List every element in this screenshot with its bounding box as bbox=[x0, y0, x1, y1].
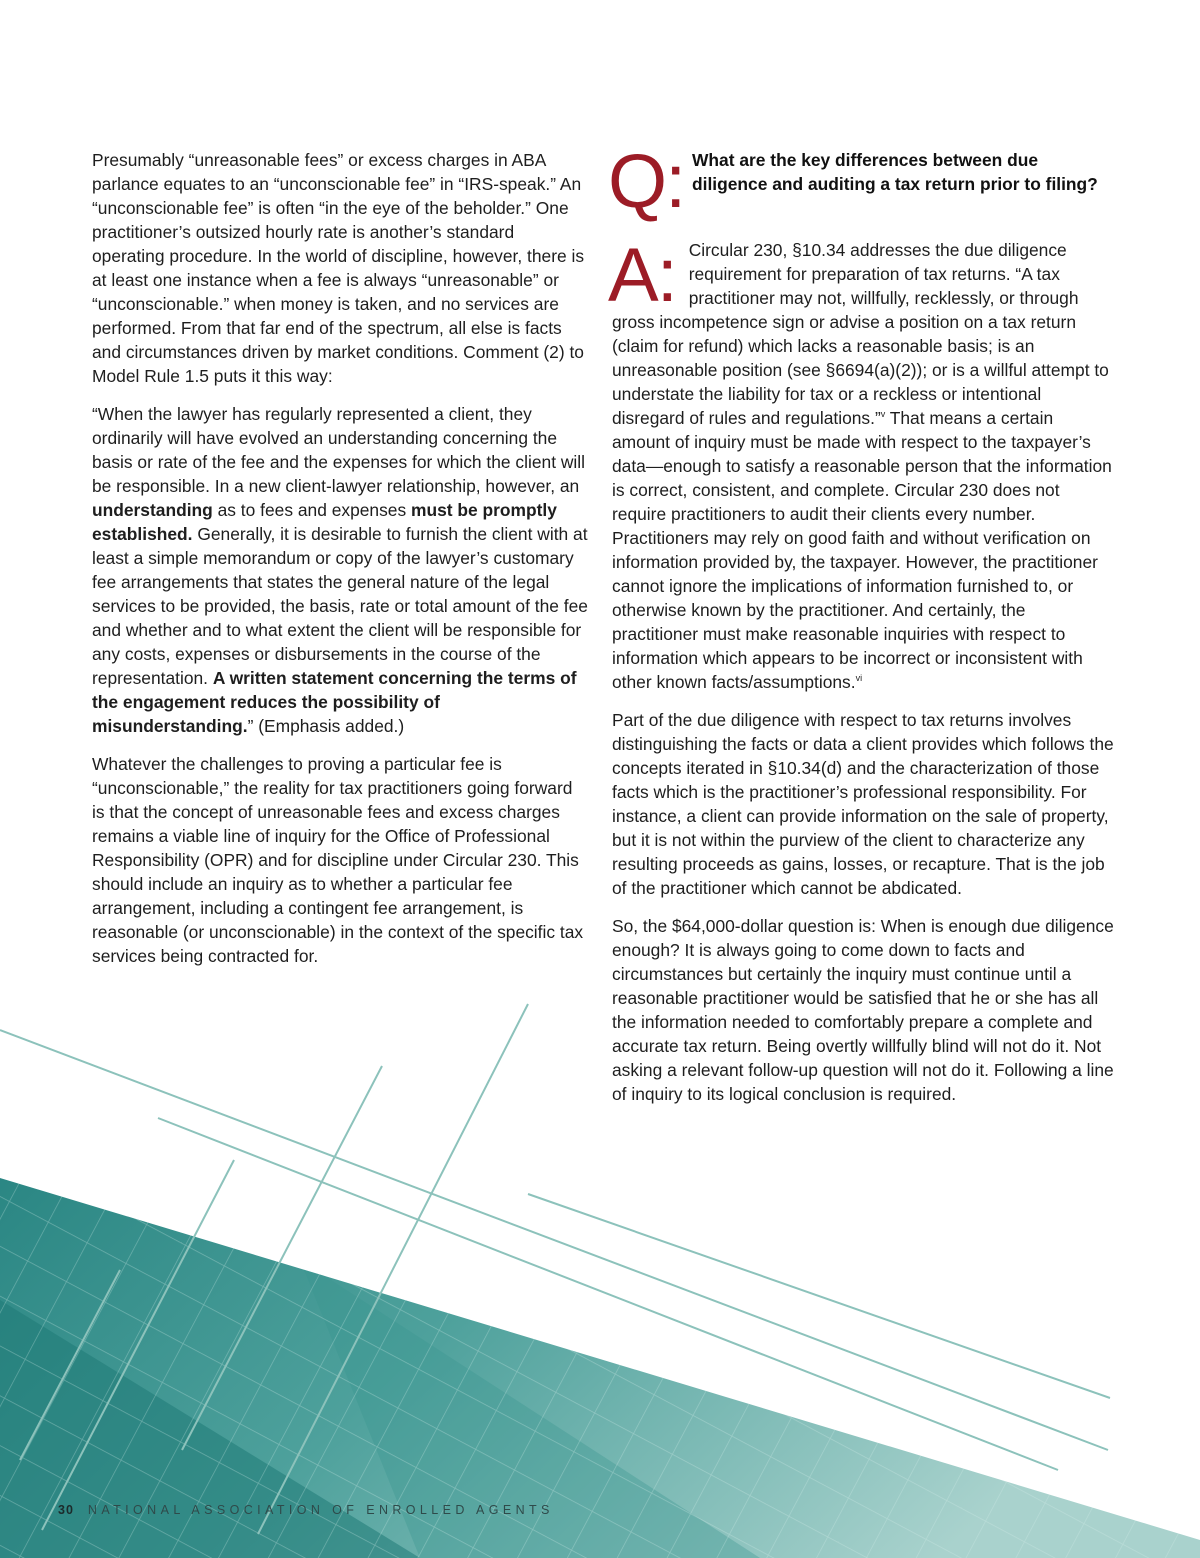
left-column bbox=[92, 148, 588, 982]
right-paragraph-2: Part of the due diligence with respect to tax returns involves distinguishing the facts or data a client provides which follows the concepts iterated in §10.34(d) and the characterization of those facts which is the practitioner’s professional responsibility. For instance, a client can provide information on the sale of property, but it is not within the purview of the client to characterize any resulting proceeds as gains, losses, or recapture. That is the job of the practitioner which cannot be abdicated. bbox=[612, 710, 1114, 898]
question-colon: : bbox=[665, 139, 685, 224]
answer-text: That means a certain amount of inquiry must be made with respect to the taxpayer’s data—enough to satisfy a reasonable person that the information is correct, consistent, and complete. Circular 230 does not require practitioners to audit their clients every number. Practitioners may rely on good faith and without verification on information provided by, the taxpayer. However, the practitioner cannot ignore the implications of information furnished to, or otherwise known by the practitioner. And certainly, the practitioner must make reasonable inquiries with respect to information which appears to be incorrect or inconsistent with other known facts/assumptions. bbox=[612, 408, 1112, 692]
question-letter: Q bbox=[608, 139, 666, 224]
left-paragraph-1: Presumably “unreasonable fees” or excess charges in ABA parlance equates to an “unconscionable fee” in “IRS-speak.” An “unconscionable fee” is often “in the eye of the beholder.” One practitioner’s outsized hourly rate is another’s standard operating procedure. In the world of discipline, however, there is at least one instance when a fee is always “unreasonable” or “unconscionable.” when money is taken, and no services are performed. From that far end of the spectrum, all else is facts and circumstances driven by market conditions. Comment (2) to Model Rule 1.5 puts it this way: bbox=[92, 150, 585, 386]
quote-emphasis: A written statement concerning the terms of the engagement reduces the possibility of misunderstanding. bbox=[92, 668, 577, 736]
footnote-ref: v bbox=[880, 409, 886, 420]
answer-marker bbox=[608, 233, 676, 318]
left-paragraph-2-quote bbox=[92, 402, 588, 738]
quote-emphasis: must be promptly established. bbox=[92, 500, 557, 544]
quote-text: ” (Emphasis added.) bbox=[247, 716, 405, 736]
quote-text: Generally, it is desirable to furnish the client with at least a simple memorandum or copy of the lawyer’s customary fee arrangements that states the general nature of the legal services to be provided, the basis, rate or total amount of the fee and whether and to what extent the client will be responsible for any costs, expenses or disbursements in the course of the representation. bbox=[92, 524, 588, 688]
page-number: 30 bbox=[58, 1503, 74, 1517]
quote-text: as to fees and expenses bbox=[212, 500, 411, 520]
answer-colon: : bbox=[656, 233, 676, 318]
question-text: What are the key differences between due diligence and auditing a tax return prior to filing? bbox=[692, 150, 1098, 194]
left-paragraph-3: Whatever the challenges to proving a particular fee is “unconscionable,” the reality for tax practitioners going forward is that the concept of unreasonable fees and excess charges remains a viable line of inquiry for the Office of Professional Responsibility (OPR) and for discipline under Circular 230. This should include an inquiry as to whether a particular fee arrangement, including a contingent fee arrangement, is reasonable (or unconscionable) in the context of the specific tax services being contracted for. bbox=[92, 754, 584, 966]
publication-name: NATIONAL ASSOCIATION OF ENROLLED AGENTS bbox=[87, 1503, 554, 1517]
right-paragraph-3: So, the $64,000-dollar question is: When is enough due diligence enough? It is always going to come down to facts and circumstances but certainly the inquiry must continue until a reasonable practitioner would be satisfied that he or she has all the information needed to comfortably prepare a complete and accurate tax return. Being overtly willfully blind will not do it. Not asking a relevant follow-up question will not do it. Following a line of inquiry to its logical conclusion is required. bbox=[612, 916, 1114, 1104]
quote-emphasis: understanding bbox=[92, 500, 213, 520]
right-column bbox=[608, 139, 1114, 1120]
question-marker bbox=[608, 139, 685, 224]
answer-letter: A bbox=[608, 233, 657, 318]
answer-paragraph bbox=[608, 233, 1114, 694]
answer-text: Circular 230, §10.34 addresses the due diligence requirement for preparation of tax returns. “A tax practitioner may not, willfully, recklessly, or through gross incompetence sign or advise a position on a tax return (claim for refund) which lacks a reasonable basis; is an unreasonable position (see §6694(a)(2)); or is a willful attempt to understate the liability for tax or a reckless or intentional disregard of rules and regulations.” bbox=[612, 240, 1109, 428]
page-footer bbox=[58, 1503, 554, 1517]
question-block bbox=[608, 139, 1114, 228]
footnote-ref: vi bbox=[855, 673, 863, 684]
quote-text: “When the lawyer has regularly represented a client, they ordinarily will have evolved an understanding concerning the basis or rate of the fee and the expenses for which the client will be responsible. In a new client-lawyer relationship, however, an bbox=[92, 404, 586, 496]
teal-building-band bbox=[0, 1170, 1200, 1558]
